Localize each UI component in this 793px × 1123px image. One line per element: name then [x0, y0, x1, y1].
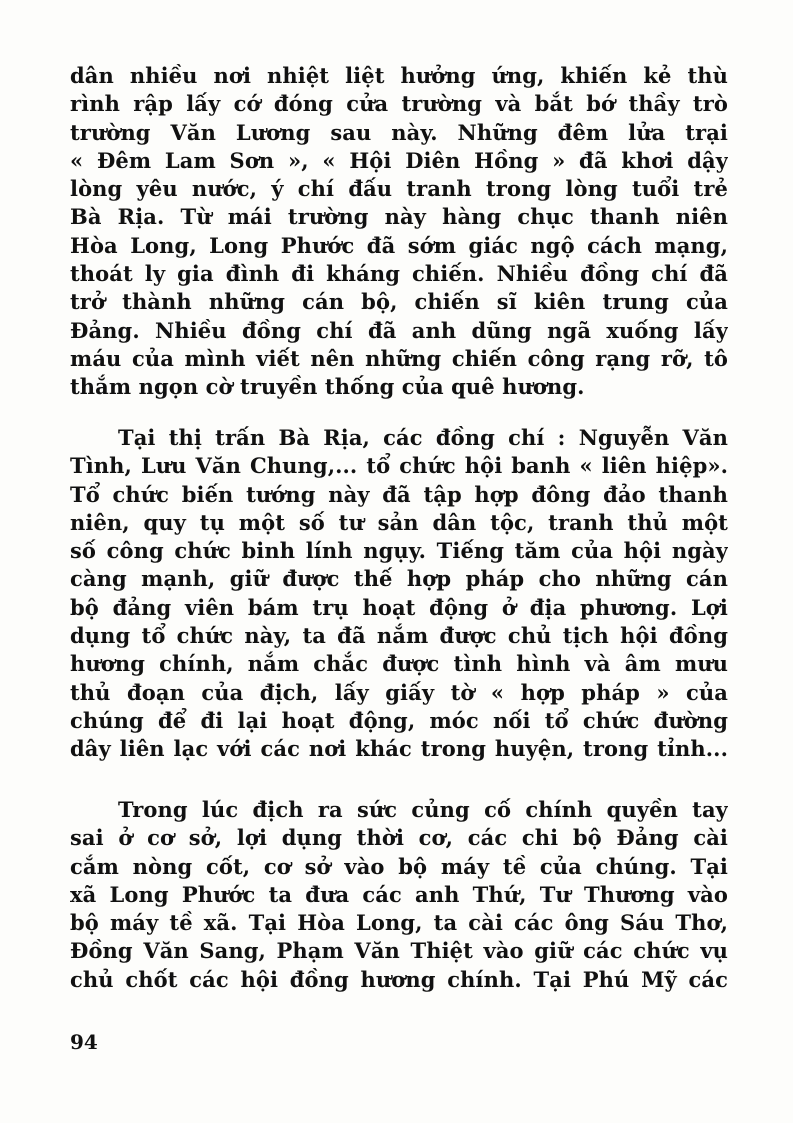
text-line: Đồng Văn Sang, Phạm Văn Thiệt vào giữ các chức vụ	[70, 938, 728, 964]
text-line: Trong lúc địch ra sức củng cố chính quyền tay	[118, 797, 728, 822]
text-line: thoát ly gia đình đi kháng chiến. Nhiều đồng chí đã	[70, 261, 728, 287]
text-line: Đảng. Nhiều đồng chí đã anh dũng ngã xuống lấy	[70, 317, 728, 343]
page-number: 94	[70, 1030, 98, 1054]
text-line: dụng tổ chức này, ta đã nắm được chủ tịch hội đồng	[70, 623, 728, 649]
text-line: trở thành những cán bộ, chiến sĩ kiên trung của	[70, 289, 728, 315]
text-line: số công chức binh lính ngụy. Tiếng tăm của hội ngày	[70, 538, 728, 564]
text-line: sai ở cơ sở, lợi dụng thời cơ, các chi bộ Đảng cài	[70, 825, 728, 851]
text-line: xã Long Phước ta đưa các anh Thứ, Tư Thương vào	[70, 881, 728, 907]
text-line: dây liên lạc với các nơi khác trong huyện, trong tỉnh...	[70, 736, 728, 762]
text-line: rình rập lấy cớ đóng cửa trường và bắt bớ thầy trò	[70, 91, 728, 117]
text-line: hương chính, nắm chắc được tình hình và âm mưu	[70, 651, 728, 677]
text-line: Bà Rịa. Từ mái trường này hàng chục thanh niên	[70, 204, 728, 230]
text-line: chủ chốt các hội đồng hương chính. Tại Phú Mỹ các	[70, 966, 728, 992]
text-line: bộ đảng viên bám trụ hoạt động ở địa phương. Lợi	[70, 594, 728, 620]
text-line: Hòa Long, Long Phước đã sớm giác ngộ cách mạng,	[70, 232, 728, 258]
text-line: thắm ngọn cờ truyền thống của quê hương.	[70, 374, 585, 400]
text-line: càng mạnh, giữ được thế hợp pháp cho những cán	[70, 566, 728, 592]
text-line: chúng để đi lại hoạt động, móc nối tổ chức đường	[70, 707, 728, 733]
text-line: thủ đoạn của địch, lấy giấy tờ « hợp pháp » của	[70, 679, 728, 705]
text-line: máu của mình viết nên những chiến công rạng rỡ, tô	[70, 345, 728, 371]
text-line: bộ máy tề xã. Tại Hòa Long, ta cài các ông Sáu Thơ,	[70, 910, 728, 936]
text-line: trường Văn Lương sau này. Những đêm lửa trại	[70, 119, 728, 145]
text-line: niên, quy tụ một số tư sản dân tộc, tranh thủ một	[70, 509, 728, 535]
text-line: Tổ chức biến tướng này đã tập hợp đông đảo thanh	[70, 481, 728, 507]
paragraph-3	[70, 796, 728, 994]
text-line: cắm nòng cốt, cơ sở vào bộ máy tề của chúng. Tại	[70, 853, 728, 879]
text-line: « Đêm Lam Sơn », « Hội Diên Hồng » đã khơi dậy	[70, 147, 728, 173]
text-line: dân nhiều nơi nhiệt liệt hưởng ứng, khiến kẻ thù	[70, 63, 728, 88]
text-line: Tình, Lưu Văn Chung,... tổ chức hội banh « liên hiệp».	[70, 453, 728, 479]
text-line: Tại thị trấn Bà Rịa, các đồng chí : Nguyễn Văn	[118, 425, 728, 450]
paragraph-2	[70, 424, 728, 764]
paragraph-1	[70, 62, 728, 402]
text-line: lòng yêu nước, ý chí đấu tranh trong lòng tuổi trẻ	[70, 176, 728, 202]
